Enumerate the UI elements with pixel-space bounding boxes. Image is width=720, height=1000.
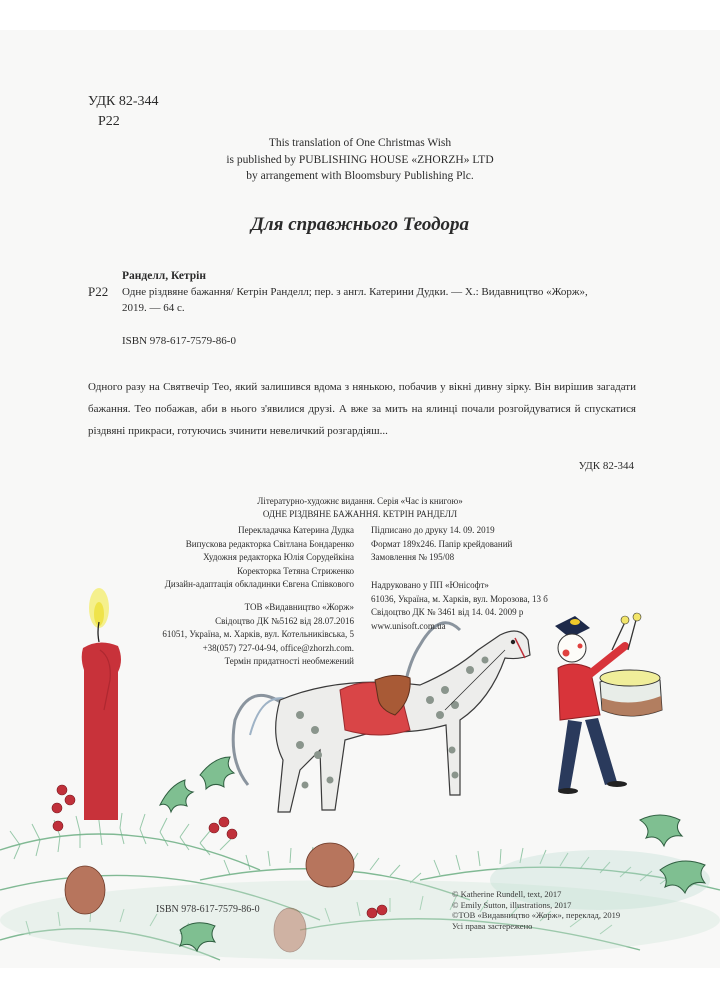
udk-bottom: УДК 82-344 <box>578 460 634 472</box>
copyright-block <box>452 889 620 931</box>
catalog-index: Р22 <box>88 284 109 299</box>
publisher-line: Свідоцтво ДК №5162 від 28.07.2016 <box>215 615 354 626</box>
printer-website: www.unisoft.com.ua <box>371 620 446 631</box>
copyright-line: © Katherine Rundell, text, 2017 <box>452 889 562 899</box>
printer-line: Свідоцтво ДК № 3461 від 14. 04. 2009 р <box>371 607 524 617</box>
catalog-description <box>122 284 642 316</box>
catalog-isbn: ISBN 978-617-7579-86-0 <box>122 335 236 347</box>
credit-line: Дизайн-адаптація обкладинки Євгена Співкового <box>164 579 354 589</box>
printer-line: Надруковано у ПП «Юнісофт» <box>371 580 489 590</box>
translation-line: This translation of One Christmas Wish <box>268 137 452 149</box>
catalog-description-line: 2019. — 64 с. <box>122 302 185 314</box>
udk-code: УДК 82-344 <box>88 94 159 109</box>
imprint-credits <box>165 524 354 592</box>
print-info-line: Формат 189x246. Папір крейдований <box>371 538 513 549</box>
dedication: Для справжнього Теодора <box>250 214 470 235</box>
candle-icon <box>82 588 121 820</box>
isbn-bottom: ISBN 978-617-7579-86-0 <box>156 904 260 915</box>
translation-line: by arrangement with Bloomsbury Publishing Plc. <box>246 170 474 182</box>
print-info-line: Підписано до друку 14. 09. 2019 <box>371 525 495 535</box>
printer-line: 61036, Україна, м. Харків, вул. Морозова, 13 б <box>371 593 548 604</box>
publisher-info <box>162 601 354 669</box>
udk-block <box>88 92 168 132</box>
drummer-icon <box>555 613 662 794</box>
printer-info <box>371 579 548 633</box>
print-info <box>371 524 512 565</box>
abstract: Одного разу на Святвечір Тео, який залишився вдома з нянькою, побачив у вікні дивну зірку. Він вирішив загадати бажання. Тео побажав, аби в нього з'явилися друзі. А вже за мить на ялинці почали розгойдуватися й спускатися різдвяні прикраси, готуючись зчинити невеличкий розгардіяш... <box>88 381 636 437</box>
print-info-line: Замовлення № 195/08 <box>371 552 455 562</box>
imprint-title: ОДНЕ РІЗДВЯНЕ БАЖАННЯ. КЕТРІН РАНДЕЛЛ <box>262 509 458 519</box>
translation-notice <box>0 135 720 185</box>
bbk-code: Р22 <box>98 114 120 129</box>
translation-line: is published by PUBLISHING HOUSE «ZHORZH» LTD <box>226 153 494 166</box>
imprint-series: Літературно-художнє видання. Серія «Час із книгою» <box>257 496 463 506</box>
credit-line: Випускова редакторка Світлана Бондаренко <box>185 538 354 549</box>
copyright-line: Усі права застережено <box>452 920 533 931</box>
credit-line: Перекладачка Катерина Дудка <box>238 525 354 535</box>
copyright-line: ©ТОВ «Видавництво «Жорж», переклад, 2019 <box>452 910 621 920</box>
catalog-author: Ранделл, Кетрін <box>122 270 206 282</box>
book-page <box>0 30 720 968</box>
publisher-line: 61051, Україна, м. Харків, вул. Котельниківська, 5 <box>162 629 354 639</box>
publisher-contact: +38(057) 727-04-94, office@zhorzh.com. <box>202 642 354 653</box>
catalog-description-line: Одне різдвяне бажання/ Кетрін Ранделл; пер. з англ. Катерини Дудки. — Х.: Видавництво «Жорж», <box>122 286 588 298</box>
credit-line: Коректорка Тетяна Стриженко <box>237 565 354 576</box>
imprint-heading <box>0 495 720 521</box>
credit-line: Художня редакторка Юлія Сорудейкіна <box>203 552 354 562</box>
copyright-line: © Emily Sutton, illustrations, 2017 <box>452 899 572 910</box>
publisher-line: Термін придатності необмежений <box>224 656 354 666</box>
publisher-line: ТОВ «Видавництво «Жорж» <box>244 602 354 612</box>
